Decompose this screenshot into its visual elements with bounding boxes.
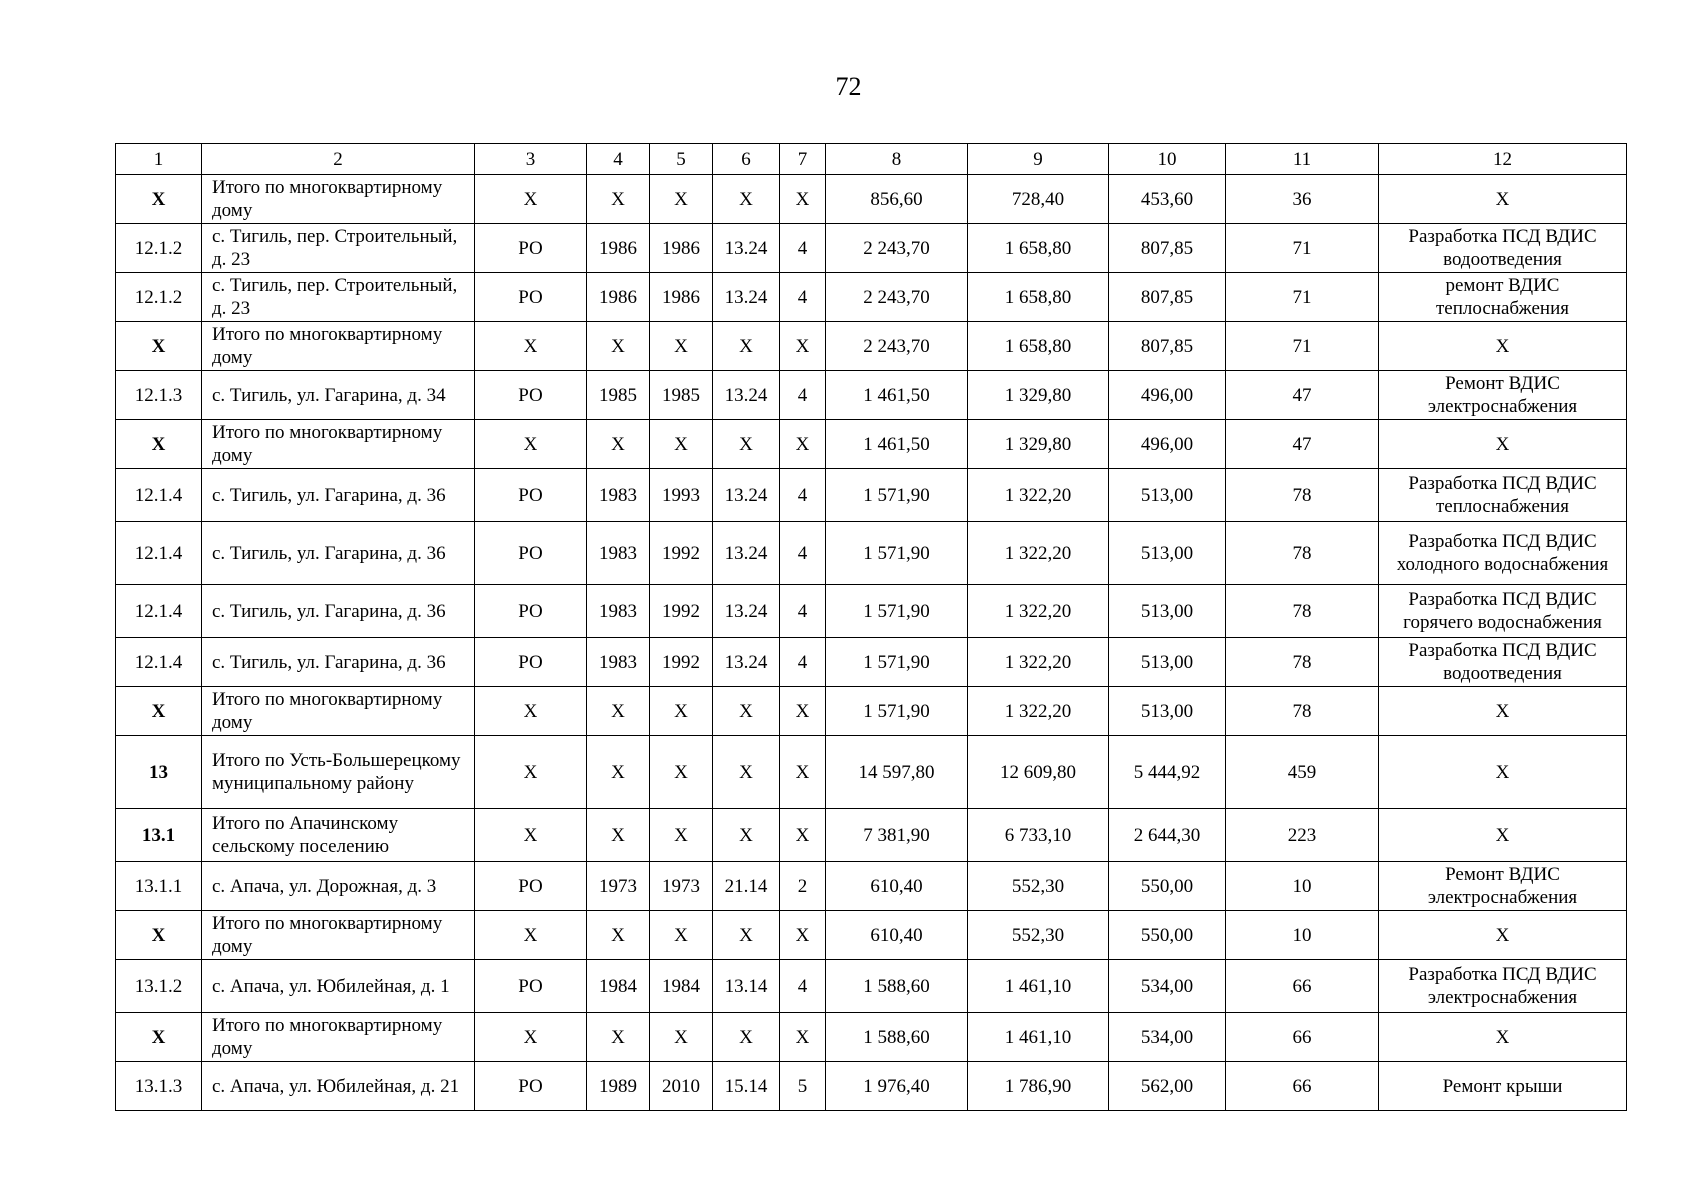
- cell-floors: 4: [780, 371, 826, 420]
- cell-address: Итого по Усть-Большерецкому муниципальному району: [202, 736, 475, 809]
- cell-year-built: X: [587, 1013, 650, 1062]
- table-row-total: [116, 1013, 1627, 1062]
- header-cell-floors: 7: [780, 144, 826, 175]
- cell-area-total: 610,40: [826, 911, 968, 960]
- cell-area-common: 807,85: [1109, 224, 1226, 273]
- cell-residents: 78: [1226, 638, 1379, 687]
- cell-number: 13.1: [116, 809, 202, 862]
- cell-address: с. Тигиль, пер. Строительный, д. 23: [202, 224, 475, 273]
- cell-work-type: X: [1379, 911, 1627, 960]
- cell-address: с. Тигиль, ул. Гагарина, д. 36: [202, 469, 475, 522]
- cell-area-total: 1 571,90: [826, 522, 968, 585]
- cell-year-renovated: 1993: [650, 469, 713, 522]
- cell-area-common: 5 444,92: [1109, 736, 1226, 809]
- cell-number: 13.1.2: [116, 960, 202, 1013]
- cell-number: 12.1.3: [116, 371, 202, 420]
- cell-area-total: 1 461,50: [826, 420, 968, 469]
- cell-area-total: 1 461,50: [826, 371, 968, 420]
- cell-residents: 71: [1226, 273, 1379, 322]
- cell-residents: 71: [1226, 322, 1379, 371]
- cell-work-type: Разработка ПСД ВДИС водоотведения: [1379, 224, 1627, 273]
- page-number: 72: [835, 72, 862, 101]
- cell-area-common: 2 644,30: [1109, 809, 1226, 862]
- cell-year-renovated: X: [650, 809, 713, 862]
- cell-residents: 71: [1226, 224, 1379, 273]
- cell-code: 15.14: [713, 1062, 780, 1111]
- cell-code: X: [713, 687, 780, 736]
- cell-number: 12.1.4: [116, 585, 202, 638]
- cell-work-type: Ремонт крыши: [1379, 1062, 1627, 1111]
- cell-floors: X: [780, 322, 826, 371]
- cell-code: X: [713, 1013, 780, 1062]
- cell-area-living: 1 322,20: [968, 522, 1109, 585]
- cell-year-built: 1986: [587, 273, 650, 322]
- table-row-total: [116, 809, 1627, 862]
- table-row: [116, 273, 1627, 322]
- table-row: [116, 585, 1627, 638]
- cell-area-living: 12 609,80: [968, 736, 1109, 809]
- cell-area-living: 1 461,10: [968, 1013, 1109, 1062]
- cell-year-built: 1989: [587, 1062, 650, 1111]
- cell-year-built: 1983: [587, 585, 650, 638]
- cell-area-common: 550,00: [1109, 862, 1226, 911]
- cell-number: 12.1.4: [116, 522, 202, 585]
- cell-area-living: 1 658,80: [968, 273, 1109, 322]
- cell-code: 13.24: [713, 224, 780, 273]
- cell-area-common: 513,00: [1109, 638, 1226, 687]
- header-cell-owner-type: 3: [475, 144, 587, 175]
- header-cell-year-built: 4: [587, 144, 650, 175]
- cell-owner-type: X: [475, 809, 587, 862]
- cell-number: 13.1.3: [116, 1062, 202, 1111]
- cell-year-built: 1983: [587, 469, 650, 522]
- cell-code: 13.14: [713, 960, 780, 1013]
- cell-area-common: 807,85: [1109, 322, 1226, 371]
- cell-number: X: [116, 911, 202, 960]
- cell-code: X: [713, 420, 780, 469]
- cell-area-total: 1 571,90: [826, 638, 968, 687]
- cell-area-common: 534,00: [1109, 1013, 1226, 1062]
- cell-number: 12.1.4: [116, 638, 202, 687]
- cell-owner-type: X: [475, 322, 587, 371]
- cell-area-total: 1 588,60: [826, 1013, 968, 1062]
- cell-residents: 36: [1226, 175, 1379, 224]
- header-cell-area-living: 9: [968, 144, 1109, 175]
- cell-floors: 5: [780, 1062, 826, 1111]
- cell-owner-type: РО: [475, 469, 587, 522]
- cell-owner-type: РО: [475, 960, 587, 1013]
- cell-owner-type: X: [475, 911, 587, 960]
- cell-area-common: 453,60: [1109, 175, 1226, 224]
- table-row: [116, 522, 1627, 585]
- cell-year-built: 1985: [587, 371, 650, 420]
- cell-area-common: 550,00: [1109, 911, 1226, 960]
- header-cell-residents: 11: [1226, 144, 1379, 175]
- cell-number: 12.1.4: [116, 469, 202, 522]
- cell-area-living: 1 322,20: [968, 638, 1109, 687]
- cell-year-built: X: [587, 809, 650, 862]
- cell-year-renovated: 1984: [650, 960, 713, 1013]
- cell-year-built: X: [587, 911, 650, 960]
- cell-area-common: 807,85: [1109, 273, 1226, 322]
- cell-year-renovated: X: [650, 911, 713, 960]
- cell-area-total: 1 571,90: [826, 585, 968, 638]
- cell-number: X: [116, 687, 202, 736]
- cell-number: X: [116, 1013, 202, 1062]
- table-row: [116, 638, 1627, 687]
- cell-floors: 4: [780, 960, 826, 1013]
- cell-floors: X: [780, 1013, 826, 1062]
- header-cell-year-renovated: 5: [650, 144, 713, 175]
- cell-work-type: Ремонт ВДИС электроснабжения: [1379, 862, 1627, 911]
- cell-year-renovated: 1992: [650, 638, 713, 687]
- cell-area-common: 513,00: [1109, 469, 1226, 522]
- cell-area-total: 1 976,40: [826, 1062, 968, 1111]
- cell-address: с. Апача, ул. Юбилейная, д. 1: [202, 960, 475, 1013]
- header-cell-area-common: 10: [1109, 144, 1226, 175]
- cell-area-total: 7 381,90: [826, 809, 968, 862]
- cell-address: Итого по многоквартирному дому: [202, 175, 475, 224]
- cell-number: 13.1.1: [116, 862, 202, 911]
- cell-residents: 66: [1226, 960, 1379, 1013]
- cell-code: 13.24: [713, 273, 780, 322]
- cell-year-built: X: [587, 322, 650, 371]
- cell-owner-type: РО: [475, 1062, 587, 1111]
- cell-year-renovated: X: [650, 420, 713, 469]
- header-cell-address: 2: [202, 144, 475, 175]
- cell-address: с. Тигиль, пер. Строительный, д. 23: [202, 273, 475, 322]
- cell-work-type: X: [1379, 322, 1627, 371]
- cell-area-common: 534,00: [1109, 960, 1226, 1013]
- cell-area-living: 1 329,80: [968, 420, 1109, 469]
- table-row-total: [116, 736, 1627, 809]
- cell-year-renovated: X: [650, 175, 713, 224]
- table-row: [116, 960, 1627, 1013]
- cell-code: X: [713, 322, 780, 371]
- cell-floors: 4: [780, 469, 826, 522]
- cell-number: 12.1.2: [116, 273, 202, 322]
- cell-work-type: Разработка ПСД ВДИС электроснабжения: [1379, 960, 1627, 1013]
- cell-address: с. Тигиль, ул. Гагарина, д. 36: [202, 522, 475, 585]
- cell-year-renovated: 1973: [650, 862, 713, 911]
- cell-year-built: X: [587, 687, 650, 736]
- cell-year-built: X: [587, 175, 650, 224]
- cell-floors: 2: [780, 862, 826, 911]
- cell-number: 13: [116, 736, 202, 809]
- table-row-total: [116, 322, 1627, 371]
- cell-area-total: 610,40: [826, 862, 968, 911]
- cell-work-type: Разработка ПСД ВДИС горячего водоснабжения: [1379, 585, 1627, 638]
- header-cell-work-type: 12: [1379, 144, 1627, 175]
- cell-work-type: X: [1379, 1013, 1627, 1062]
- cell-code: 13.24: [713, 522, 780, 585]
- cell-area-common: 496,00: [1109, 420, 1226, 469]
- cell-owner-type: X: [475, 736, 587, 809]
- cell-address: с. Тигиль, ул. Гагарина, д. 34: [202, 371, 475, 420]
- cell-residents: 459: [1226, 736, 1379, 809]
- cell-number: X: [116, 420, 202, 469]
- cell-residents: 66: [1226, 1062, 1379, 1111]
- cell-floors: 4: [780, 224, 826, 273]
- cell-owner-type: РО: [475, 371, 587, 420]
- header-cell-code: 6: [713, 144, 780, 175]
- cell-area-living: 1 322,20: [968, 469, 1109, 522]
- cell-work-type: Разработка ПСД ВДИС холодного водоснабжения: [1379, 522, 1627, 585]
- cell-owner-type: РО: [475, 585, 587, 638]
- cell-year-built: 1983: [587, 638, 650, 687]
- cell-residents: 223: [1226, 809, 1379, 862]
- cell-floors: X: [780, 687, 826, 736]
- cell-work-type: X: [1379, 687, 1627, 736]
- cell-work-type: X: [1379, 175, 1627, 224]
- cell-residents: 47: [1226, 420, 1379, 469]
- cell-address: Итого по многоквартирному дому: [202, 687, 475, 736]
- cell-year-built: 1973: [587, 862, 650, 911]
- table-row: [116, 862, 1627, 911]
- cell-area-living: 728,40: [968, 175, 1109, 224]
- cell-code: 13.24: [713, 638, 780, 687]
- cell-year-built: X: [587, 420, 650, 469]
- cell-owner-type: X: [475, 175, 587, 224]
- cell-area-common: 513,00: [1109, 585, 1226, 638]
- cell-year-built: 1983: [587, 522, 650, 585]
- cell-floors: 4: [780, 273, 826, 322]
- cell-code: X: [713, 911, 780, 960]
- table-row: [116, 371, 1627, 420]
- cell-number: X: [116, 175, 202, 224]
- table-row: [116, 224, 1627, 273]
- cell-year-renovated: 1992: [650, 585, 713, 638]
- cell-owner-type: X: [475, 420, 587, 469]
- table-row-total: [116, 911, 1627, 960]
- cell-address: Итого по многоквартирному дому: [202, 1013, 475, 1062]
- cell-area-living: 1 329,80: [968, 371, 1109, 420]
- cell-number: 12.1.2: [116, 224, 202, 273]
- cell-work-type: X: [1379, 809, 1627, 862]
- cell-address: Итого по Апачинскому сельскому поселению: [202, 809, 475, 862]
- cell-area-total: 2 243,70: [826, 322, 968, 371]
- cell-address: с. Апача, ул. Дорожная, д. 3: [202, 862, 475, 911]
- cell-area-living: 1 322,20: [968, 585, 1109, 638]
- cell-area-living: 552,30: [968, 862, 1109, 911]
- cell-area-living: 1 658,80: [968, 224, 1109, 273]
- cell-work-type: X: [1379, 736, 1627, 809]
- cell-code: X: [713, 809, 780, 862]
- cell-area-total: 14 597,80: [826, 736, 968, 809]
- cell-owner-type: РО: [475, 273, 587, 322]
- cell-residents: 47: [1226, 371, 1379, 420]
- cell-residents: 78: [1226, 687, 1379, 736]
- cell-work-type: Разработка ПСД ВДИС теплоснабжения: [1379, 469, 1627, 522]
- header-row: [116, 144, 1627, 175]
- cell-year-renovated: X: [650, 687, 713, 736]
- cell-work-type: X: [1379, 420, 1627, 469]
- cell-year-renovated: 1985: [650, 371, 713, 420]
- table-row-total: [116, 175, 1627, 224]
- cell-residents: 78: [1226, 585, 1379, 638]
- table-row: [116, 469, 1627, 522]
- cell-owner-type: X: [475, 1013, 587, 1062]
- cell-year-renovated: X: [650, 1013, 713, 1062]
- cell-floors: 4: [780, 585, 826, 638]
- cell-floors: 4: [780, 638, 826, 687]
- cell-residents: 10: [1226, 911, 1379, 960]
- cell-address: Итого по многоквартирному дому: [202, 420, 475, 469]
- cell-area-living: 1 322,20: [968, 687, 1109, 736]
- table-row-total: [116, 420, 1627, 469]
- cell-year-renovated: 1992: [650, 522, 713, 585]
- cell-area-common: 513,00: [1109, 522, 1226, 585]
- cell-floors: X: [780, 809, 826, 862]
- cell-area-living: 552,30: [968, 911, 1109, 960]
- cell-owner-type: РО: [475, 522, 587, 585]
- cell-work-type: Разработка ПСД ВДИС водоотведения: [1379, 638, 1627, 687]
- cell-floors: X: [780, 420, 826, 469]
- cell-code: 13.24: [713, 585, 780, 638]
- cell-code: 21.14: [713, 862, 780, 911]
- cell-year-built: 1986: [587, 224, 650, 273]
- cell-year-renovated: 1986: [650, 224, 713, 273]
- cell-year-renovated: 2010: [650, 1062, 713, 1111]
- cell-year-renovated: X: [650, 322, 713, 371]
- cell-floors: 4: [780, 522, 826, 585]
- cell-code: 13.24: [713, 469, 780, 522]
- cell-year-built: 1984: [587, 960, 650, 1013]
- cell-residents: 78: [1226, 522, 1379, 585]
- cell-code: X: [713, 175, 780, 224]
- cell-floors: X: [780, 736, 826, 809]
- cell-code: 13.24: [713, 371, 780, 420]
- cell-area-living: 1 461,10: [968, 960, 1109, 1013]
- cell-address: Итого по многоквартирному дому: [202, 322, 475, 371]
- cell-year-built: X: [587, 736, 650, 809]
- cell-area-total: 1 588,60: [826, 960, 968, 1013]
- cell-owner-type: РО: [475, 224, 587, 273]
- cell-address: с. Апача, ул. Юбилейная, д. 21: [202, 1062, 475, 1111]
- cell-code: X: [713, 736, 780, 809]
- header-cell-number: 1: [116, 144, 202, 175]
- cell-address: с. Тигиль, ул. Гагарина, д. 36: [202, 638, 475, 687]
- cell-number: X: [116, 322, 202, 371]
- cell-work-type: ремонт ВДИС теплоснабжения: [1379, 273, 1627, 322]
- cell-floors: X: [780, 911, 826, 960]
- cell-residents: 66: [1226, 1013, 1379, 1062]
- cell-area-living: 1 786,90: [968, 1062, 1109, 1111]
- cell-residents: 10: [1226, 862, 1379, 911]
- cell-area-living: 1 658,80: [968, 322, 1109, 371]
- table-row-total: [116, 687, 1627, 736]
- cell-residents: 78: [1226, 469, 1379, 522]
- cell-area-common: 562,00: [1109, 1062, 1226, 1111]
- cell-year-renovated: 1986: [650, 273, 713, 322]
- cell-owner-type: РО: [475, 862, 587, 911]
- cell-area-total: 2 243,70: [826, 224, 968, 273]
- cell-area-total: 2 243,70: [826, 273, 968, 322]
- cell-owner-type: X: [475, 687, 587, 736]
- cell-area-total: 1 571,90: [826, 469, 968, 522]
- cell-owner-type: РО: [475, 638, 587, 687]
- cell-address: с. Тигиль, ул. Гагарина, д. 36: [202, 585, 475, 638]
- cell-year-renovated: X: [650, 736, 713, 809]
- header-cell-area-total: 8: [826, 144, 968, 175]
- cell-floors: X: [780, 175, 826, 224]
- table-row: [116, 1062, 1627, 1111]
- cell-area-total: 1 571,90: [826, 687, 968, 736]
- cell-work-type: Ремонт ВДИС электроснабжения: [1379, 371, 1627, 420]
- cell-address: Итого по многоквартирному дому: [202, 911, 475, 960]
- cell-area-living: 6 733,10: [968, 809, 1109, 862]
- cell-area-total: 856,60: [826, 175, 968, 224]
- cell-area-common: 496,00: [1109, 371, 1226, 420]
- cell-area-common: 513,00: [1109, 687, 1226, 736]
- data-table: [115, 143, 1627, 1111]
